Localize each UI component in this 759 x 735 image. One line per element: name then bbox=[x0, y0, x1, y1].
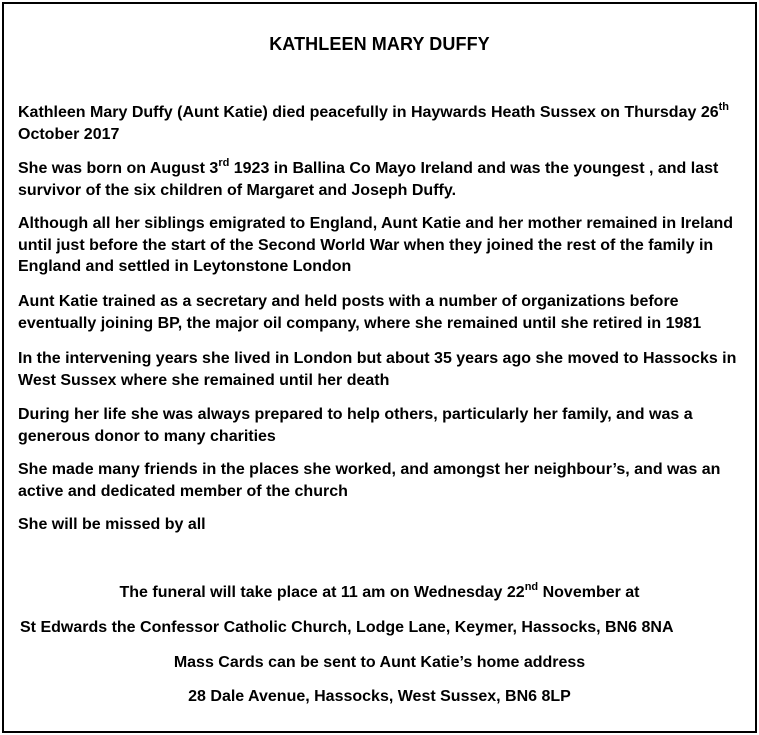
paragraph-career: Aunt Katie trained as a secretary and held posts with a number of organizations before eventually joining BP, the major oil company, where she remained until she retired in 1981 bbox=[18, 293, 702, 332]
paragraph-generosity: During her life she was always prepared to help others, particularly her family, and was a generous donor to many charities bbox=[18, 406, 693, 445]
funeral-text-cont: November at bbox=[538, 584, 640, 601]
funeral-text: The funeral will take place at 11 am on Wednesday 22 bbox=[119, 584, 525, 601]
page-title: KATHLEEN MARY DUFFY bbox=[269, 34, 490, 54]
paragraph-birth bbox=[18, 158, 746, 201]
death-date-suffix: th bbox=[718, 101, 730, 113]
birth-text-cont: 1923 in Ballina Co Mayo Ireland and was the youngest , and last survivor of the six children of Margaret and Joseph Duffy. bbox=[18, 160, 719, 199]
home-address: 28 Dale Avenue, Hassocks, West Sussex, BN6 8LP bbox=[188, 688, 571, 705]
birth-text: She was born on August 3 bbox=[18, 160, 219, 177]
death-text: Kathleen Mary Duffy (Aunt Katie) died peacefully in Haywards Heath Sussex on Thursday 26 bbox=[18, 104, 719, 121]
funeral-date-suffix: nd bbox=[524, 581, 539, 593]
mass-cards-line: Mass Cards can be sent to Aunt Katie’s home address bbox=[173, 654, 586, 671]
birth-date-suffix: rd bbox=[218, 157, 230, 169]
church-address: St Edwards the Confessor Catholic Church, Lodge Lane, Keymer, Hassocks, BN6 8NA bbox=[20, 619, 674, 636]
notice-frame bbox=[2, 2, 757, 733]
funeral-line bbox=[4, 581, 755, 602]
death-text-cont: October 2017 bbox=[18, 125, 120, 143]
paragraph-death bbox=[18, 102, 746, 145]
paragraph-missed: She will be missed by all bbox=[18, 516, 206, 533]
paragraph-siblings: Although all her siblings emigrated to England, Aunt Katie and her mother remained in Ireland until just before the start of the Second World War when they joined the rest of the family in England and settled in Leytonstone London bbox=[18, 215, 734, 275]
paragraph-friends: She made many friends in the places she worked, and amongst her neighbour’s, and was an active and dedicated member of the church bbox=[18, 461, 721, 500]
paragraph-residence: In the intervening years she lived in London but about 35 years ago she moved to Hassocks in West Sussex where she remained until her death bbox=[18, 350, 737, 389]
